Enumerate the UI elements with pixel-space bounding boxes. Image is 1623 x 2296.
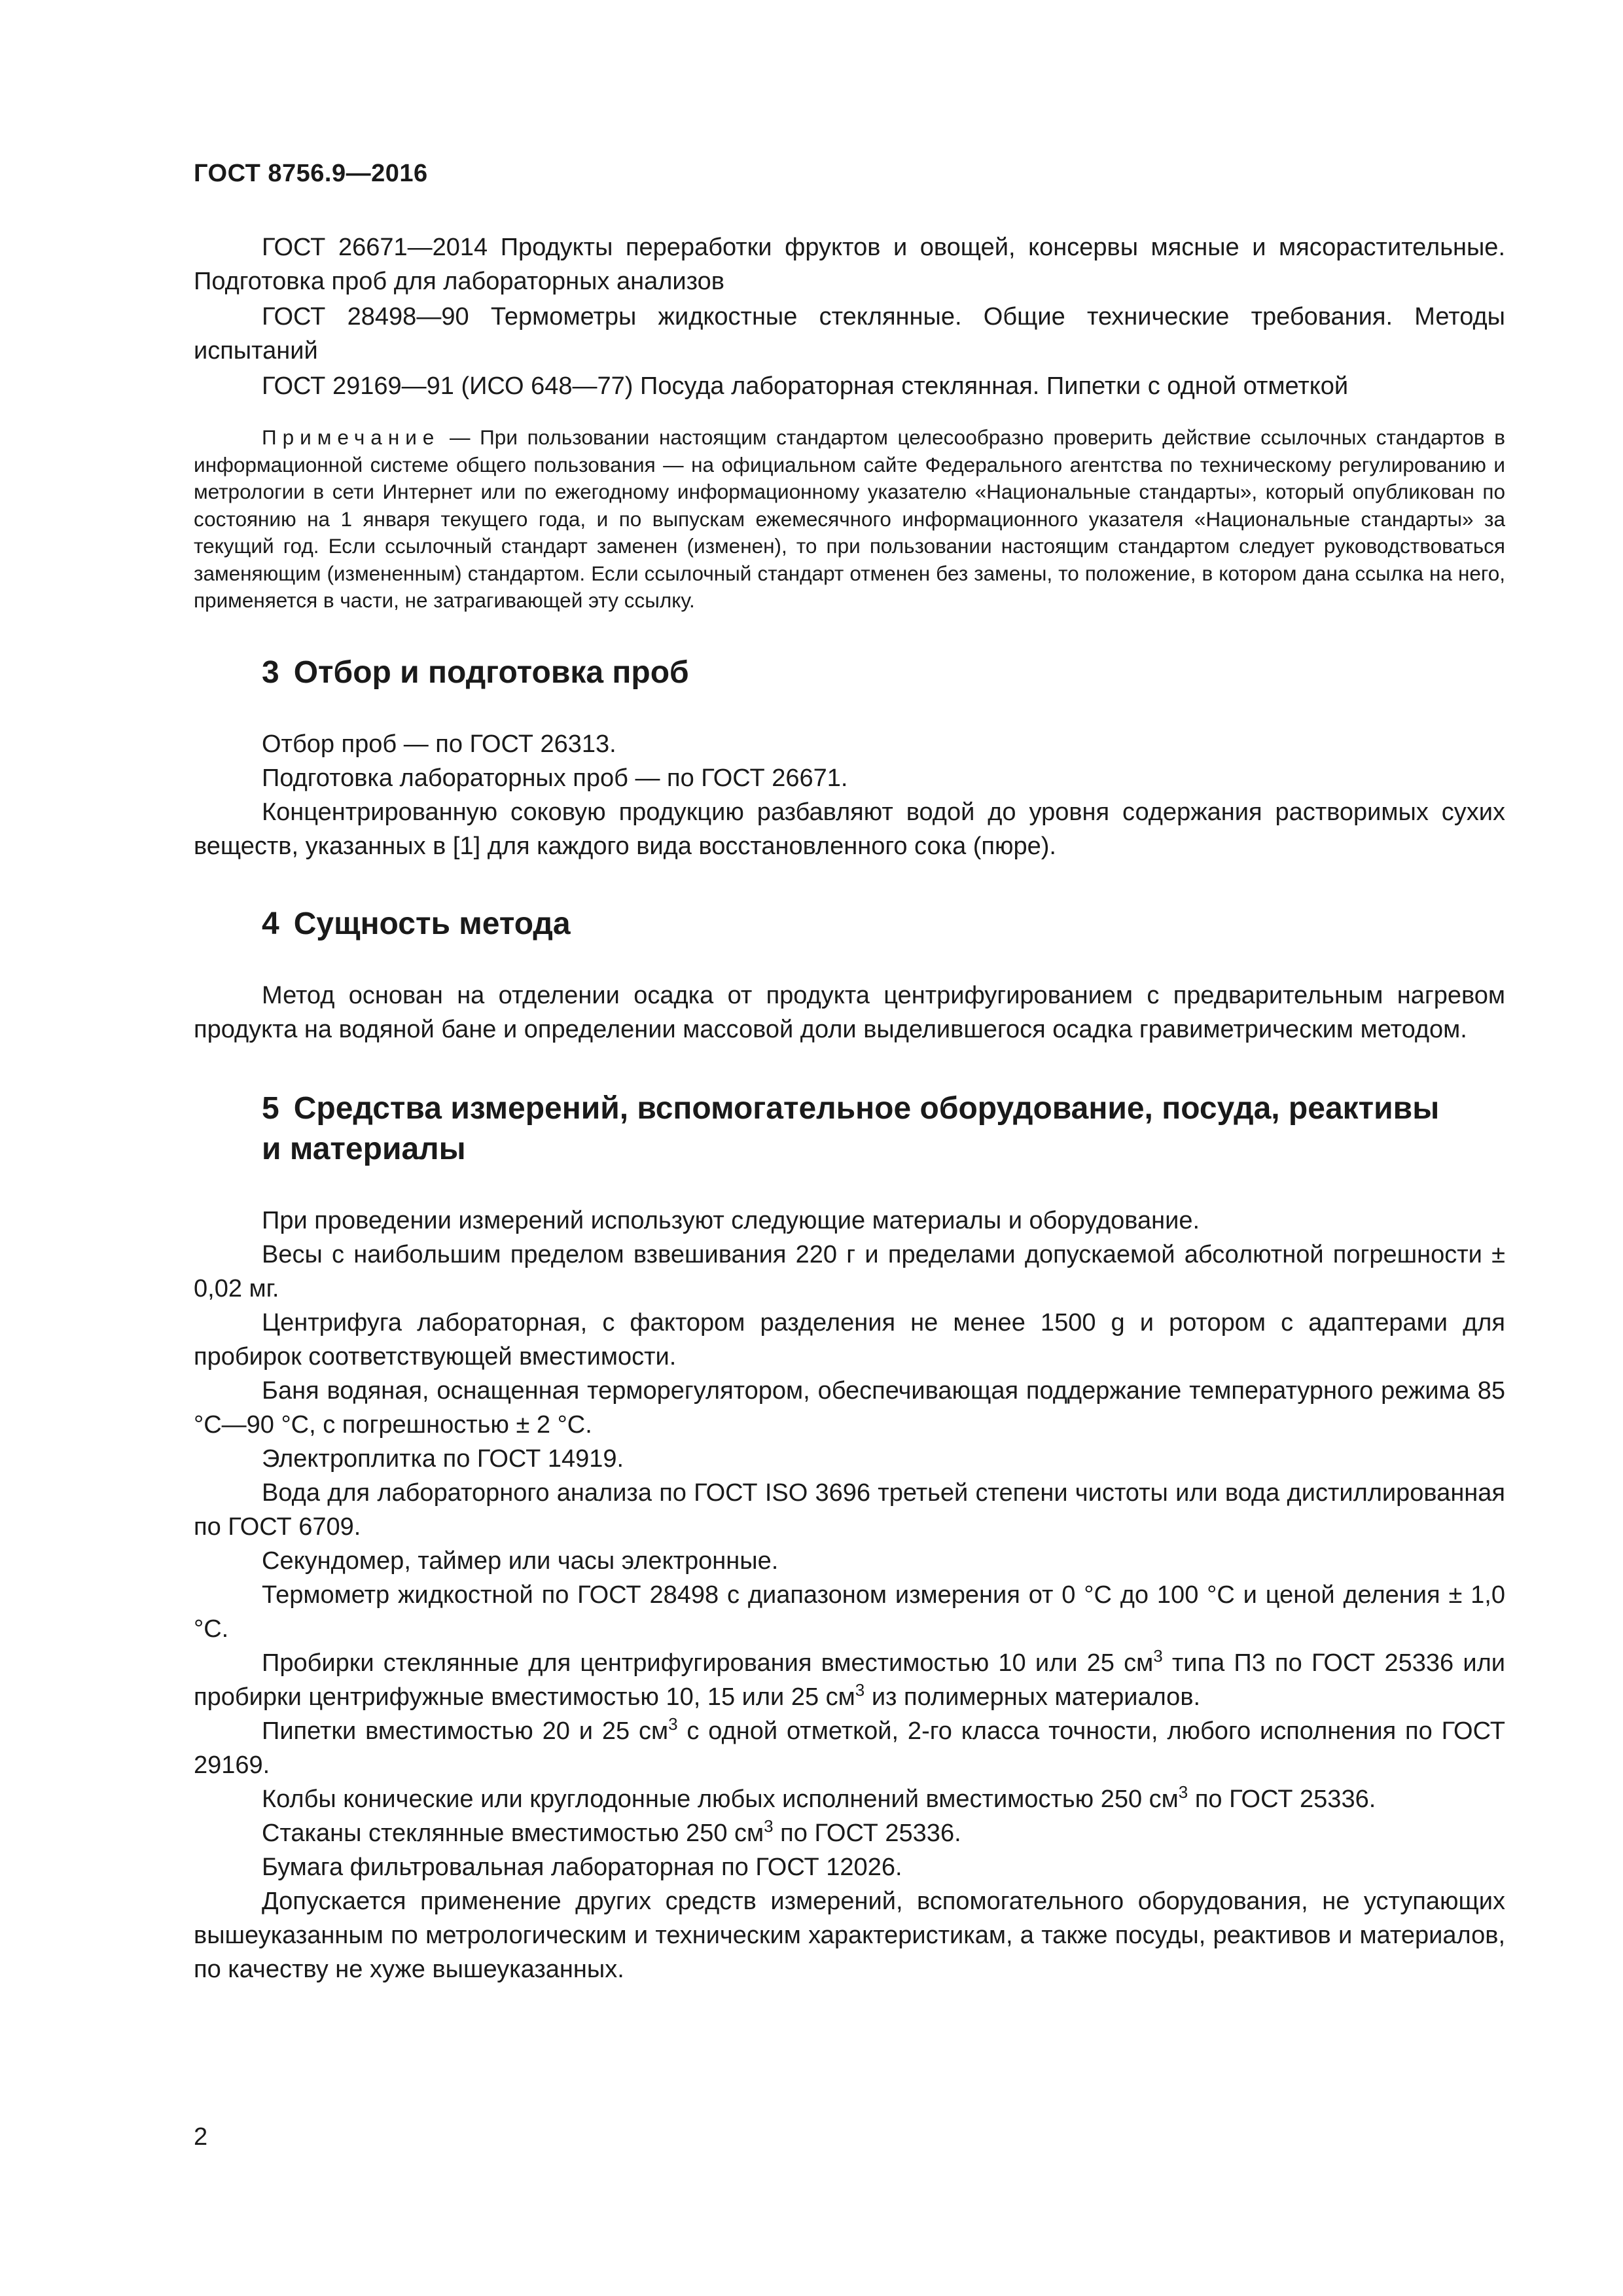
reference-item: ГОСТ 28498—90 Термометры жидкостные стеклянные. Общие технические требования. Методы испытаний bbox=[194, 303, 1505, 365]
reference-item: ГОСТ 26671—2014 Продукты переработки фруктов и овощей, консервы мясные и мясорастительные. Подготовка проб для лабораторных анализов bbox=[194, 234, 1505, 295]
note-label: Примечание bbox=[262, 425, 440, 449]
page-content bbox=[194, 230, 1505, 1986]
section-heading bbox=[194, 904, 1505, 944]
text-run: по ГОСТ 25336. bbox=[773, 1819, 961, 1847]
section-title: Средства измерений, вспомогательное оборудование, посуда, реактивы bbox=[293, 1090, 1440, 1126]
superscript: 3 bbox=[764, 1816, 774, 1836]
text-run: Пробирки стеклянные для центрифугирования вместимостью 10 или 25 см bbox=[262, 1649, 1154, 1677]
normative-references bbox=[194, 230, 1505, 403]
paragraph: При проведении измерений используют следующие материалы и оборудование. bbox=[262, 1206, 1200, 1234]
section-title: Отбор и подготовка проб bbox=[293, 655, 689, 690]
paragraph-flasks bbox=[194, 1782, 1505, 1816]
paragraph: Баня водяная, оснащенная терморегулятором, обеспечивающая поддержание температурного режима 85 °С—90 °С, с погрешностью ± 2 °С. bbox=[194, 1376, 1505, 1439]
text-run: по ГОСТ 25336. bbox=[1188, 1785, 1376, 1813]
section-title-continuation: и материалы bbox=[262, 1131, 466, 1166]
paragraph: Бумага фильтровальная лабораторная по ГОСТ 12026. bbox=[262, 1853, 902, 1881]
paragraph-tubes bbox=[194, 1646, 1505, 1714]
superscript: 3 bbox=[668, 1713, 678, 1734]
text-run: из полимерных материалов. bbox=[865, 1683, 1201, 1711]
text-run: с одной отметкой, 2-го класса точности, любого исполнения по ГОСТ 29169. bbox=[194, 1717, 1505, 1779]
paragraph: Вода для лабораторного анализа по ГОСТ ISO 3696 третьей степени чистоты или вода дистиллированная по ГОСТ 6709. bbox=[194, 1479, 1505, 1541]
standard-header: ГОСТ 8756.9—2016 bbox=[194, 160, 428, 187]
paragraph-pipettes bbox=[194, 1714, 1505, 1782]
section-heading bbox=[194, 653, 1505, 693]
paragraph: Концентрированную соковую продукцию разбавляют водой до уровня содержания растворимых сухих веществ, указанных в [1] для каждого вида восстановленного сока (пюре). bbox=[194, 798, 1505, 860]
paragraph: Центрифуга лабораторная, с фактором разделения не менее 1500 g и ротором с адаптерами для пробирок соответствующей вместимости. bbox=[194, 1308, 1505, 1371]
paragraph: Секундомер, таймер или часы электронные. bbox=[262, 1547, 779, 1575]
paragraph-beakers bbox=[194, 1816, 1505, 1850]
paragraph: Термометр жидкостной по ГОСТ 28498 с диапазоном измерения от 0 °С до 100 °С и ценой деления ± 1,0 °С. bbox=[194, 1581, 1505, 1643]
superscript: 3 bbox=[1153, 1645, 1163, 1666]
paragraph: Метод основан на отделении осадка от продукта центрифугированием с предварительным нагревом продукта на водяной бане и определении массовой доли выделившегося осадка гравиметрическим методом. bbox=[194, 981, 1505, 1043]
paragraph: Подготовка лабораторных проб — по ГОСТ 26671. bbox=[262, 764, 848, 792]
section-number: 3 bbox=[262, 655, 279, 690]
text-run: типа П3 по ГОСТ 25336 или пробирки центрифужные вместимостью 10, 15 или 25 см bbox=[194, 1649, 1505, 1711]
text-run: Стаканы стеклянные вместимостью 250 см bbox=[262, 1819, 764, 1847]
text-run: Пипетки вместимостью 20 и 25 см bbox=[262, 1717, 669, 1745]
section-number: 4 bbox=[262, 906, 279, 941]
paragraph: Электроплитка по ГОСТ 14919. bbox=[262, 1444, 624, 1473]
note-text: — При пользовании настоящим стандартом целесообразно проверить действие ссылочных стандартов в информационной системе общего пользования — на официальном сайте Федерального агентства по техническому регулированию и метрологии в сети Интернет или по ежегодному информационному указателю «Национальные стандарты», который опубликован по состоянию на 1 января текущего года, и по выпускам ежемесячного информационного указателя «Национальные стандарты» за текущий год. Если ссылочный стандарт заменен (изменен), то при пользовании настоящим стандартом следует руководствоваться заменяющим (измененным) стандартом. Если ссылочный стандарт отменен без замены, то положение, в котором дана ссылка на него, применяется в части, не затрагивающей эту ссылку. bbox=[194, 425, 1505, 612]
text-run: Колбы конические или круглодонные любых исполнений вместимостью 250 см bbox=[262, 1785, 1179, 1813]
paragraph: Весы с наибольшим пределом взвешивания 220 г и пределами допускаемой абсолютной погрешности ± 0,02 мг. bbox=[194, 1240, 1505, 1302]
note-paragraph bbox=[194, 424, 1505, 615]
section-number: 5 bbox=[262, 1090, 279, 1126]
superscript: 3 bbox=[1178, 1782, 1188, 1802]
paragraph: Отбор проб — по ГОСТ 26313. bbox=[262, 730, 616, 758]
section-heading bbox=[194, 1088, 1505, 1170]
section-title: Сущность метода bbox=[293, 906, 571, 941]
superscript: 3 bbox=[855, 1679, 865, 1700]
note-block bbox=[194, 424, 1505, 615]
reference-item: ГОСТ 29169—91 (ИСО 648—77) Посуда лабораторная стеклянная. Пипетки с одной отметкой bbox=[262, 372, 1349, 400]
page-number: 2 bbox=[194, 2123, 208, 2151]
paragraph: Допускается применение других средств измерений, вспомогательного оборудования, не уступающих вышеуказанным по метрологическим и техническим характеристикам, а также посуды, реактивов и материалов, по качеству не хуже вышеуказанных. bbox=[194, 1887, 1505, 1983]
